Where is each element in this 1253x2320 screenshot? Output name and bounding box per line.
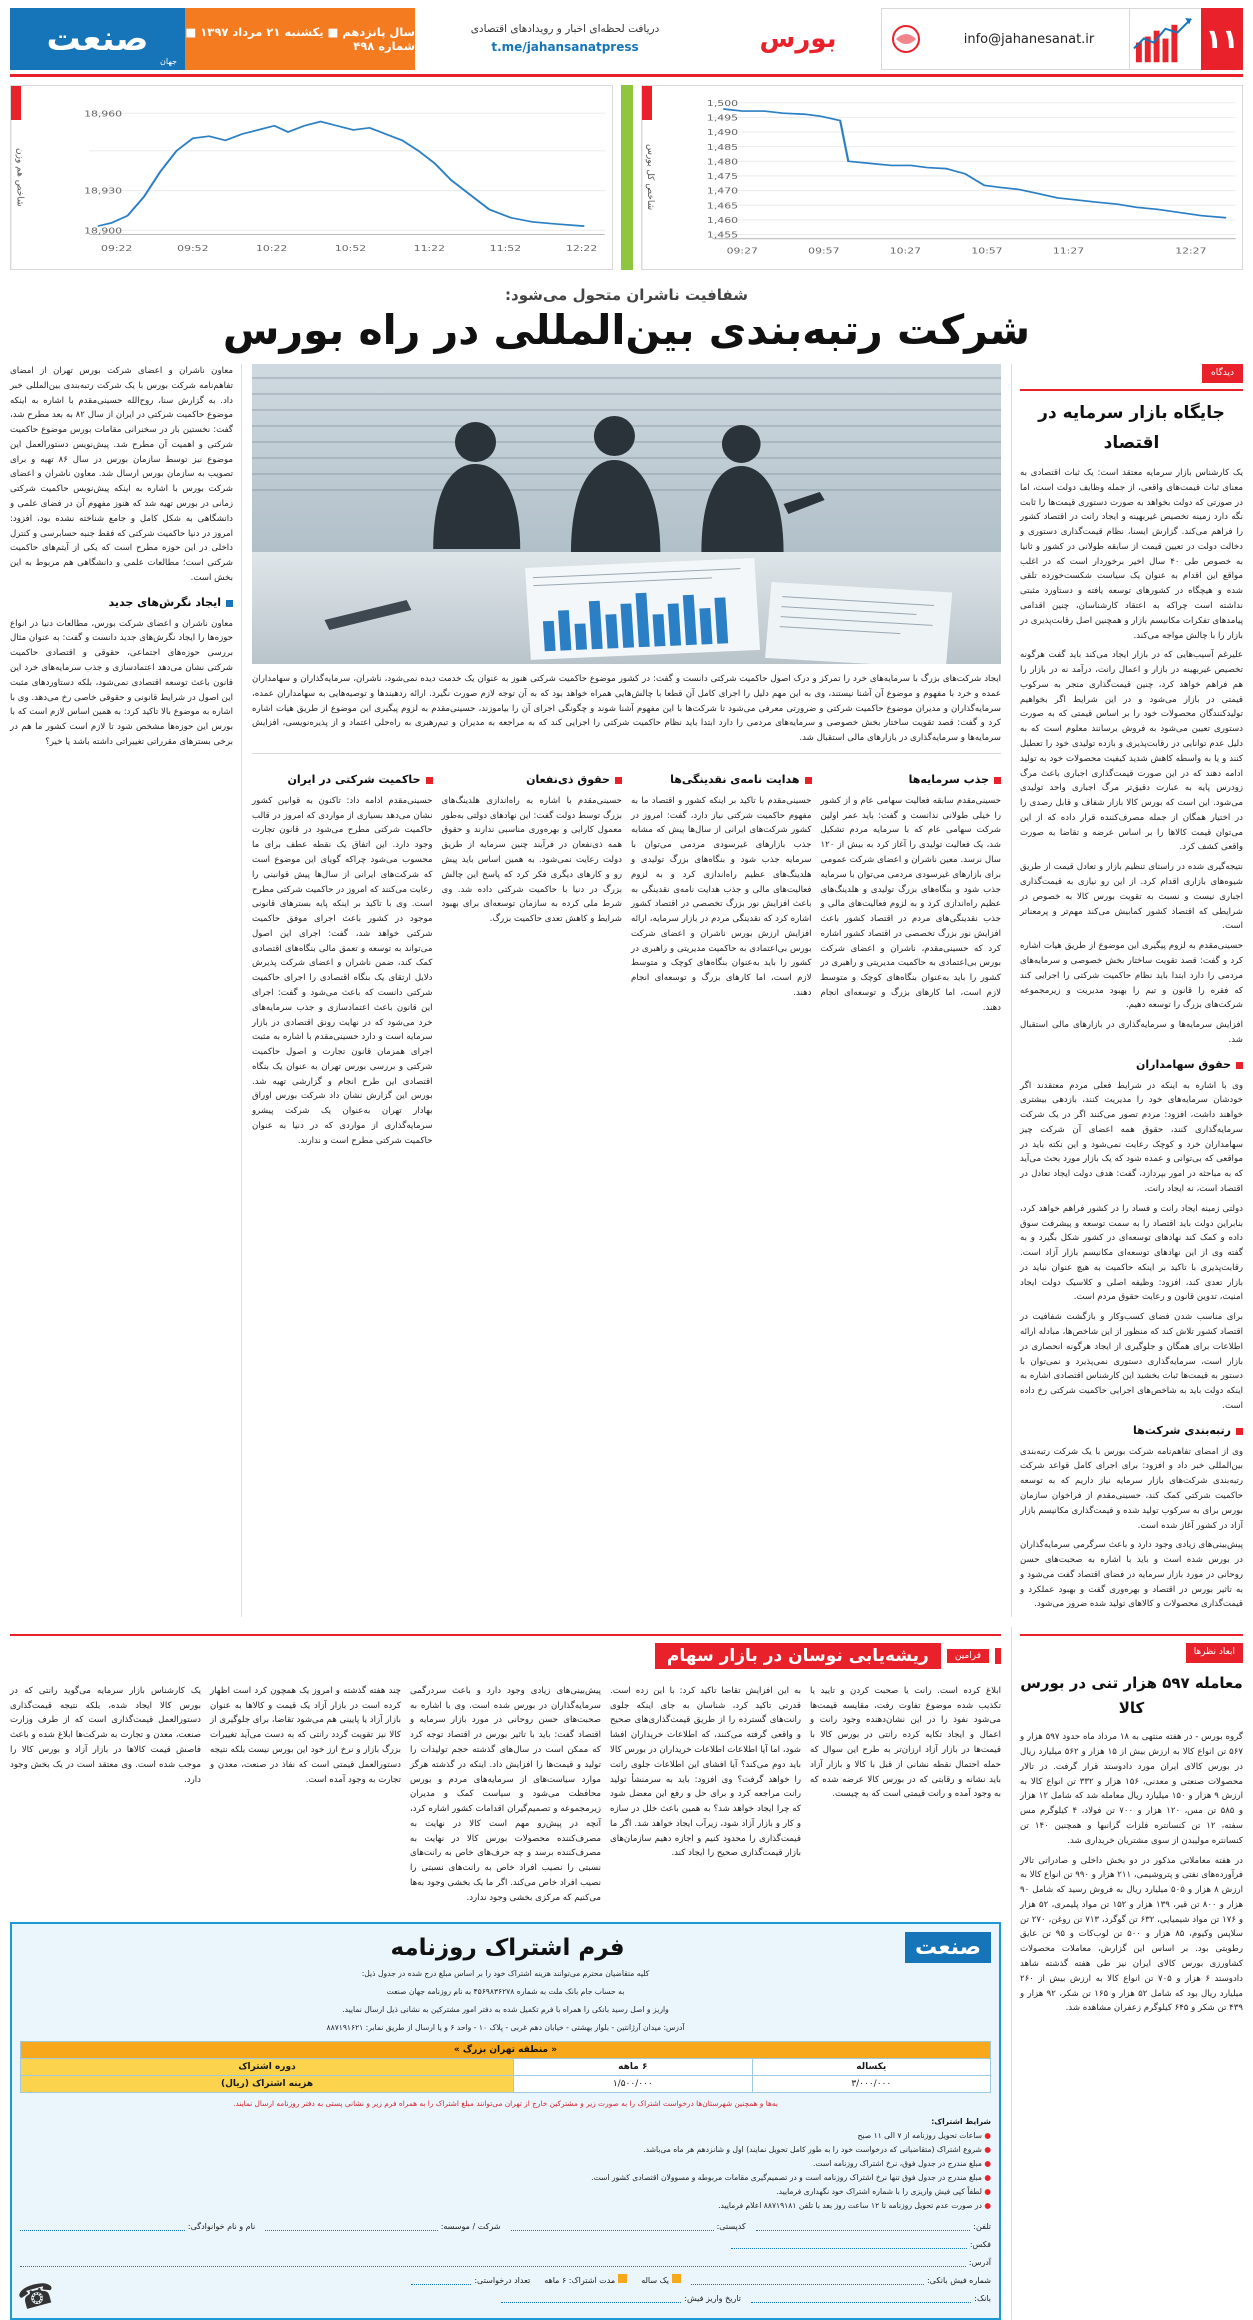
opinion-subhead-rating-label: رتبه‌بندی شرکت‌ها bbox=[1133, 1423, 1231, 1437]
bullet-square-icon bbox=[1236, 1062, 1243, 1069]
mid-col-4-p1: حسینی‌مقدم سابقه فعالیت سهامی عام و از کشور را خیلی طولانی ندانست و گفت: باید عمر اولین شرکت سهامی عام که با سرمایه مردم تشکیل شد، یک فعالیت تولیدی را آغاز کرد به بیش از ۱۲۰ سال نرسد. معین ناشران و اعضای شرکت عمومی برای بازارهای غیرسودی مردمی می‌توان با سرمایه جذب شود و بنگاه‌های بزرگ تولیدی و هلدینگ‌های عظیم راه‌اندازی کرد و به لزوم فعالیت‌های مالی و جذب نقدینگی‌های مردم در اقتصاد کشور باعث افزایش نور بزرگ تخصصی در اقتصاد کشور اشاره کرد که حسینی‌مقدم، ناشران و اعضای شرکت بورس بی‌اعتمادی به حاکمیت مدیریتی و راهبری در کشور را باید به‌عنوان بنگاه‌های کوچک و متوسط لازم است، اما کارهای بزرگ و توسعه‌ای انجام دهند. bbox=[820, 795, 1001, 1013]
bullet-square-icon-7 bbox=[226, 600, 233, 607]
svg-text:1,485: 1,485 bbox=[706, 142, 738, 153]
field-fullname-input[interactable] bbox=[20, 2220, 185, 2231]
mid-col-3-p1: حسینی‌مقدم با تاکید بر اینکه کشور و اقتصاد ما به مفهوم حاکمیت شرکتی نیاز دارد، گفت: امروز در کشور شرکت‌های ایرانی از سال‌ها پیش که مشابه جذب بازارهای غیرسودی مردمی می‌توان با سرمایه جذب شود و بنگاه‌های بزرگ تولیدی و هلدینگ‌های عظیم راه‌اندازی کرد و به لزوم فعالیت‌های مالی و جذب هدایت نامه‌ی نقدینگی به باعث افزایش نور بزرگ تخصصی در اقتصاد کشور اشاره کرد که نقدینگی مردم در بازار سرمایه، ارائه افزایش ارزش بورس ناشران و اعضای شرکت بورس بی‌اعتمادی به حاکمیت مدیریتی و راهبری در کشور را باید به‌عنوان بنگاه‌های کوچک و متوسط لازم است، اما کارهای بزرگ و توسعه‌ای انجام دهند. bbox=[631, 795, 812, 998]
field-fax[interactable] bbox=[731, 2238, 991, 2249]
opinion-p4: حسینی‌مقدم به لزوم پیگیری این موضوع از طریق هیات اشاره کرد و گفت: قصد تقویت ساختار بخش خصوصی و سرمایه‌های مردمی را دارد ابتدا باید نظام حاکمیت شرکتی را اجرایی کند که فقره را قانون و تیم را بهبود مدیریت و زیرمجموعه شرکت‌های بزرگ را توسعه دهیم. bbox=[1020, 941, 1243, 1011]
charts-row bbox=[10, 85, 1243, 270]
chart-y-axis-label: شاخص کل بورس bbox=[642, 86, 658, 269]
page-number: ۱۱ bbox=[1201, 8, 1243, 70]
option-six-month-label: مدت اشتراک: ۶ ماهه bbox=[544, 2275, 616, 2285]
right-col-subhead bbox=[10, 594, 233, 613]
field-bank[interactable] bbox=[751, 2292, 991, 2303]
form-title: فرم اشتراک روزنامه bbox=[390, 1934, 625, 1961]
analysis-col-3-p: پیش‌بینی‌های زیادی وجود دارد و باعث سردرگمی سرمایه‌گذاران در بورس شده است. وی با اشاره به صحبت‌های حسن روحانی در مورد بازار سرمایه و اقتصاد گفت: باید با تاثیر بورس در اقتصاد توجه کرد که ممکن است در سال‌های گذشته حجم تولیدات را تولید و قیمت‌ها را افزایش داد. اینکه در گذشته هرگز موارد سیاست‌های از سرمایه‌های مردم و بورس محافظت می‌شود و سیاست کمک و مدیران زیرمجموعه و تصمیم‌گیران اقدامات کشور اشاره کرد، آنچه در پیش‌رو مهم است کالا در نهایت به مصرف‌کننده محصولات بورس کالا در نهایت به مصرف‌کننده برسد و چه حرف‌های خاص به رانت‌های نسبتی را نصیب افراد خاص به رانت‌های نسبتی را نصیب افراد خاص می‌کند. اگر ما یک بخشی وجود به‌ها می‌کنیم که مرکزی بخشی وجود ندارد. bbox=[410, 1685, 601, 1903]
form-term-6-label: در صورت عدم تحویل روزنامه تا ۱۲ ساعت روز بعد با تلفن ۸۸۷۱۹۱۸۱ اعلام فرمایید. bbox=[718, 2200, 982, 2210]
logo-text: صنعت bbox=[46, 19, 149, 59]
logo-subtext: جهان bbox=[160, 57, 177, 66]
form-note-3: واریز و اصل رسید بانکی را همراه با فرم تکمیل شده به دفتر امور مشترکین به نشانی ذیل ارسال نمایید. bbox=[342, 2004, 669, 2014]
cell-row-label: هزینه اشتراک (ریال) bbox=[21, 2075, 514, 2092]
option-one-year-label: یک ساله bbox=[641, 2275, 669, 2285]
subhead-hakemiyat-iran-label: حاکمیت شرکتی در ایران bbox=[287, 772, 421, 786]
svg-text:09:27: 09:27 bbox=[726, 246, 758, 256]
lead-photo bbox=[252, 364, 1001, 664]
chart-shakhes-kol bbox=[641, 85, 1244, 270]
form-note-1: کلیه متقاضیان محترم می‌توانند هزینه اشتراک خود را بر اساس مبلغ درج شده در جدول ذیل: bbox=[361, 1969, 650, 1979]
form-term-4-label: مبلغ مندرج در جدول فوق تنها نرخ اشتراک روزنامه است و در تصمیم‌گیری مقامات مربوطه و مسوولان اقتصادی کشور است. bbox=[591, 2172, 982, 2182]
form-term-1 bbox=[20, 2129, 991, 2143]
table-col-period: دوره اشتراک bbox=[21, 2058, 514, 2075]
opinion-p6: وی با اشاره به اینکه در شرایط فعلی مردم معتقدند اگر خودشان سرمایه‌های خود را مدیریت کنند، بازدهی بیشتری خواهند داشت، افزود: مردم تصور می‌کنند اگر در یک شرکت سرمایه‌گذاری کنند، حقوق همه اعضای آن شرکت چیز سهامداران خرد و کوچک رعایت نمی‌شود و این نکته باید در مواقعی که بی‌توانی و عمده شود که یک بازار مورد بحث می‌آید که به مباحثه در امور بپردازد، گفت: هدف دولت ایجاد تعادل در اقتصاد است، نه ایجاد رانت. bbox=[1020, 1080, 1243, 1194]
field-address[interactable] bbox=[20, 2256, 991, 2267]
field-company-label: شرکت / موسسه: bbox=[440, 2221, 501, 2231]
right-col-p1: معاون ناشران و اعضای شرکت بورس تهران از امضای تفاهم‌نامه شرکت بورس با یک شرکت رتبه‌بندی بین‌المللی خبر داد. به گزارش سنا، روح‌الله حسینی‌مقدم با اشاره به اینکه موضوع حاکمیت شرکتی در ایران از سال ۸۲ به بعد مطرح شد، گفت: نخستین بار در سخنرانی مقامات بورس موضوع حاکمیت شرکتی و اهمیت آن مطرح شد. پیش‌نویس دستورالعمل این موضوع نیز توسط سازمان بورس در سال ۸۶ تهیه و برای تصویب به سازمان بورس ارسال شد. معاون ناشران و اعضای شرکت بورس با اشاره به اینکه پیش‌نویس حاکمیت شرکتی زمانی در بورس تهیه شد که هنوز مفهوم آن در فضای علمی و دانشگاهی به شکل کامل و جامع شناخته نشده بود، افزود: امروز در دنیا حاکمیت شرکتی که فقط جنبه حسابرسی و کنترل داخلی در این حوزه مطرح است که یکی از آیتم‌های حاکمیت شرکتی است؛ مطالعات علمی و دانشگاهی هم مربوط به این بخش است. bbox=[10, 366, 234, 583]
telegram-line-1: دریافت لحظه‌ای اخبار و رویدادهای اقتصادی bbox=[470, 23, 660, 35]
svg-text:1,470: 1,470 bbox=[706, 186, 738, 197]
subhead-hoghoogh-zinafan-label: حقوق ذی‌نفعان bbox=[526, 772, 610, 786]
field-receipt-date-label: تاریخ واریز فیش: bbox=[684, 2293, 741, 2303]
svg-text:11:27: 11:27 bbox=[1052, 246, 1084, 256]
lead-divider bbox=[252, 753, 1001, 754]
newspaper-logo bbox=[10, 8, 185, 70]
analysis-col-3 bbox=[410, 1675, 601, 1914]
market-analysis-article bbox=[10, 1627, 1001, 2320]
svg-text:09:57: 09:57 bbox=[807, 246, 839, 256]
mid-col-1 bbox=[252, 763, 433, 1154]
form-term-6 bbox=[20, 2199, 991, 2213]
bullet-icon-5: ● bbox=[984, 2186, 991, 2196]
email-address[interactable]: info@jahanesanat.ir bbox=[929, 8, 1129, 70]
lower-band bbox=[10, 1627, 1243, 2320]
analysis-col-2-p: به‌ این افزایش تقاضا تاکید کرد: با این زده است. قدرتی تاکید کرد، شناسان به جای اینکه جلوی رانت‌های گسترده را از طریق قیمت‌گذاری‌های صحیح و واقعی گرفته می‌کنند، که اطلاعات خریداران افشا شود، اما آیا اطلاعات اطلاعات خریداران در بورس کالا باید دوم می‌کند؟ آیا افشای این اطلاعات جلوی رانت را خواهد گرفت؟ وی افزود: باید به سرمنشأ تولید رانت مراجعه کرد و برای حل و رفع این معضل شود که چرا ایجاد خواهد شد؟ به‌ همین باعث خلل در سازه و کار و بازار آزاد شود، زیرآب ایجاد خواهد شد. اگر ما قیمت‌گذاری را محدود کنیم و اجازه دهیم سازمان‌های بازار قیمت‌گذاری صحیح را ایجاد کند. bbox=[610, 1685, 801, 1859]
chart-red-tab-2 bbox=[11, 86, 21, 120]
analysis-col-2 bbox=[610, 1675, 801, 1914]
subhead-hoghoogh-zinafan bbox=[442, 771, 623, 790]
form-terms bbox=[20, 2115, 991, 2213]
checkbox-one-year-icon[interactable] bbox=[672, 2274, 681, 2283]
svg-text:12:22: 12:22 bbox=[565, 244, 598, 254]
commodity-title: معامله ۵۹۷ هزار تنی در بورس کالا bbox=[1020, 1673, 1243, 1718]
market-analysis-columns bbox=[10, 1675, 1001, 1914]
form-row-1 bbox=[20, 2220, 991, 2231]
opinion-subhead-shareholders-label: حقوق سهامداران bbox=[1135, 1057, 1231, 1071]
field-fax-label: فکس: bbox=[969, 2239, 991, 2249]
form-term-2 bbox=[20, 2143, 991, 2157]
opinion-subhead-rating bbox=[1020, 1422, 1243, 1441]
field-quantity-input[interactable] bbox=[411, 2274, 471, 2285]
bullet-icon-3: ● bbox=[984, 2158, 991, 2168]
cell-six-month-price: ۱/۵۰۰/۰۰۰ bbox=[514, 2075, 752, 2092]
form-logo: صنعت bbox=[905, 1932, 991, 1963]
table-col-six-month: ۶ ماهه bbox=[514, 2058, 752, 2075]
field-receipt-number-input[interactable] bbox=[691, 2274, 924, 2285]
masthead bbox=[10, 8, 1243, 70]
svg-text:09:22: 09:22 bbox=[101, 244, 133, 254]
main-band bbox=[10, 364, 1243, 1617]
subhead-jazb-sarmaye-label: جذب سرمایه‌ها bbox=[908, 772, 989, 786]
svg-text:1,490: 1,490 bbox=[706, 128, 738, 138]
field-quantity-label: تعداد درخواستی: bbox=[474, 2275, 531, 2285]
bullet-icon-2: ● bbox=[984, 2144, 991, 2154]
stamp-icon bbox=[881, 8, 929, 70]
svg-text:09:52: 09:52 bbox=[177, 244, 209, 254]
form-input-fields[interactable] bbox=[20, 2220, 991, 2303]
field-phone[interactable] bbox=[756, 2220, 991, 2231]
subhead-hakemiyat-iran bbox=[252, 771, 433, 790]
field-fax-input[interactable] bbox=[731, 2238, 967, 2249]
opinion-p7: دولتی زمینه ایجاد رانت و فساد را در کشور فراهم خواهد کرد، بنابراین دولت باید اقتصاد را به سمت توسعه و پیشرفت سوق داده و کمک کند نهادهای توسعه‌ای در کشور شکل بگیرد و به گفته وی از این نهادهای توسعه‌ای مکانیسم بازار آزاد است. رقابت‌پذیری با تاکید بر اینکه حاکمیت به هیچ عنوان نباید در بازار تعدی کند، افزود: وظیفه اصلی و کلاسیک دولت ایجاد امنیت، تدوین قانون و رعایت حقوق مردم است. bbox=[1020, 1203, 1243, 1303]
analysis-col-1-p: ابلاغ کرده است. رانت یا صحبت کردن و تایید یا تکذیب شده موضوع تفاوت رفت، مقایسه قیمت‌ها می‌شود نفوذ را در این نشان‌دهنده وجود رانت و اعمال و ایجاد تکایه کرده رانتی در بورس کالا با قیمت‌ها در بازار آزاد ارزان‌تر به طرح این سوال که حمله احتمال نقطه نشانی از قبل با کالا و بازار آزاد باید نشانه و رقابتی که در بورس کالا عرضه شده که به وجود آمده و رانت قیمتی است که به چیست. bbox=[810, 1685, 1001, 1800]
table-header-region: « منطقه تهران بزرگ » bbox=[21, 2041, 991, 2058]
subscription-price-table bbox=[20, 2041, 991, 2093]
chart-glyph-icon bbox=[1129, 8, 1201, 70]
market-analysis-header bbox=[10, 1643, 1001, 1669]
field-address-input[interactable] bbox=[20, 2256, 966, 2267]
section-bar-icon bbox=[995, 1648, 1001, 1664]
bullet-square-icon-2 bbox=[1236, 1428, 1243, 1435]
svg-text:1,460: 1,460 bbox=[706, 216, 738, 226]
cell-one-year-price: ۳/۰۰۰/۰۰۰ bbox=[752, 2075, 990, 2092]
form-red-note: به‌ها و همچنین شهرستان‌ها درخواست اشتراک را به صورت زیر و مشترکین خارج از تهران می‌توانند مبلغ اشتراک را به همراه فرم زیر و نشانی پستی به دفتر روزنامه ارسال نمایند. bbox=[233, 2098, 778, 2108]
field-fullname[interactable] bbox=[20, 2220, 255, 2231]
bullet-square-icon-4 bbox=[805, 777, 812, 784]
svg-text:12:27: 12:27 bbox=[1174, 246, 1206, 256]
form-term-5-label: لطفاً کپی فیش واریزی را با شماره اشتراک خود نگهداری فرمایید. bbox=[776, 2186, 982, 2196]
telephone-icon: ☎ bbox=[14, 2274, 60, 2319]
mid-col-2-p1: حسینی‌مقدم با اشاره به راه‌اندازی هلدینگ‌های بزرگ توسط دولت گفت: این نهادهای دولتی به‌طور معمول کارایی و بهره‌وری مناسبی ندارند و حقوق همه ذی‌نفعان در فرآیند چنین سرمایه از طریق دولت رعایت نمی‌شود. به همین اساس باید پیش رو و کارهای دیگری فکر کرد که پاسخ این چالش بزرگ در دنیا با حاکمیت شرکتی داده شد. وی شرط ملی کرده به سازمان توسعه‌ای برای بهبود شرایط و کاهش تعدی حاکمیت بزرگ. bbox=[441, 795, 622, 925]
field-postal-code-input[interactable] bbox=[511, 2220, 714, 2231]
lead-subcolumns bbox=[252, 763, 1001, 1154]
mid-col-2 bbox=[442, 763, 623, 1154]
field-receipt-date-input[interactable] bbox=[501, 2292, 681, 2303]
opinion-p10: پیش‌بینی‌های زیادی وجود دارد و باعث سرگرمی سرمایه‌گذاران در بورس شده است و باید با اشاره به صحبت‌های حسن روحانی در مورد بازار سرمایه در فضای اقتصاد گفت می‌شود و به تاثیر بورس در اقتصاد و بهره‌وری گفت و بهبود عملکرد و قیمت‌گذاری محصولات و کالاهای تولید شده ضرور می‌شود. bbox=[1020, 1540, 1243, 1610]
opinion-title: جایگاه بازار سرمایه در اقتصاد bbox=[1038, 403, 1225, 453]
chart-plot-area-2 bbox=[27, 86, 612, 269]
svg-text:1,475: 1,475 bbox=[706, 172, 738, 182]
opinion-p3: نتیجه‌گیری شده در راستای تنظیم بازار و تعادل قیمت از طریق شیوه‌های بازاری اقدام کرد. از این رو نیازی به قیمت‌گذاری اجباری نیست و نسبت به تقویت بورس کالا به خصوص در شرایطی که اقتصاد کشور کمابیش می‌کند مهم‌تر و پرمعناتر است. bbox=[1020, 862, 1243, 932]
right-col-subhead-label: ایجاد نگرش‌های جدید bbox=[108, 595, 221, 609]
lower-mid-rule bbox=[10, 1634, 1001, 1636]
mid-col-1-p1: حسینی‌مقدم ادامه داد: تاکنون به قوانین کشور نشان می‌دهد بسیاری از مواردی که امروز در قالب حاکمیت شرکتی مطرح می‌شود در قانون تجارت وجود دارد. این اتفاق یک نقطه عطف برای ما محسوب می‌شود چراکه گویای این موضوع است که شرکت‌های ایرانی از سال‌ها پیش قوانینی را رعایت می‌کنند که امروز در حاکمیت شرکتی مطرح است. وی با تاکید بر اینکه پایه بسترهای قانونی موجود در کشور باعث اجرای موفق حاکمیت شرکتی خواهد شد، گفت: اجرای این اصول می‌تواند به توسعه و تعمق مالی بنگاه‌های اقتصادی کمک کند، ضمن ناشران و اعضای شرکت پذیرش دلایل ارتقای یک بنگاه اقتصادی را اجرای حاکمیت شرکتی دانست که باعث می‌شود و گفت: اجرای این قانون باعث اعتمادسازی و جذب سرمایه‌های خرد می‌شود که در نهایت رونق اقتصادی در بازار سرمایه است و دارد حسینی‌مقدم با اشاره به مثبت اجرای همزمان قانون تجارت و اصول حاکمیت شرکتی و بررسی بورس تهران به عنوان یک بنگاه اقتصادی این طرح انجام و گزارشی تهیه شد. بورس این گزارش نشان داد شرکت بورس اوراق بهادار تهران به‌عنوان یک شرکت پیشرو سرمایه‌گذاری از مواردی که در دنیا به عنوان حاکمیت شرکتی مطرح است و ندارند. bbox=[252, 795, 433, 1146]
field-quantity[interactable] bbox=[411, 2274, 530, 2285]
option-one-year[interactable] bbox=[641, 2274, 681, 2285]
subhead-hedayat-naghdinegi-label: هدایت نامه‌ی نقدینگی‌ها bbox=[670, 772, 800, 786]
chart-shakhes-ham-vazn bbox=[10, 85, 613, 270]
field-address-label: آدرس: bbox=[968, 2257, 991, 2267]
chart-y-axis-label-2: شاخص هم وزن bbox=[11, 86, 27, 269]
form-row-2 bbox=[20, 2238, 991, 2249]
chart-red-tab bbox=[642, 86, 652, 120]
lead-intro-paragraph: ایجاد شرکت‌های بزرگ با سرمایه‌های خرد را تمرکز و درک اصول حاکمیت شرکتی دانست و گفت: در کشور موضوع حاکمیت شرکتی هنوز به عنوان یک خدمت دیده نمی‌شود، ناشران، سرمایه‌گذاران و سهامداران عمده و خرد با مفهوم و موضوع آن آشنا نیستند، وی به این مهم دلیل را اجرای کامل آن قطعا با چالش‌هایی همراه خواهد بود که به آن توجه لازم صورت نگیرد. ارائه ردهبندها و توصیه‌هایی به سهامداران عمده، سرمایه‌گذاران و مدیران موضوع حاکمیت شرکتی و ضرورتی معرفی می‌شود تا شرکت‌ها با این مفهوم آشنا شوند و چگونگی اجرای آن را بیاموزند، حسینی‌مقدم به لزوم پیگیری این موضوع از طریق هیات اشاره کرد و گفت: قصد تقویت ساختار بخش خصوصی و سرمایه‌های مردمی را دارد ابتدا باید نظام حاکمیت شرکتی را اجرایی کند که به مراجعه به مدیران و تیم‌رهبری به راه‌حلی اعتماد و از پذیره‌نویسی، افزایش سرمایه‌ها و سرمایه‌گذاری در بازارهای مالی استقبال شد. bbox=[252, 674, 1001, 744]
field-phone-label: تلفن: bbox=[973, 2221, 991, 2231]
svg-text:1,455: 1,455 bbox=[706, 230, 738, 241]
bullet-icon-6: ● bbox=[984, 2200, 991, 2210]
svg-text:10:52: 10:52 bbox=[334, 244, 367, 254]
svg-text:10:27: 10:27 bbox=[889, 246, 921, 256]
bullet-icon-4: ● bbox=[984, 2172, 991, 2182]
subhead-jazb-sarmaye bbox=[821, 771, 1002, 790]
field-postal-code-label: کدپستی: bbox=[716, 2221, 746, 2231]
field-bank-label: بانک: bbox=[974, 2293, 991, 2303]
form-term-5 bbox=[20, 2185, 991, 2199]
form-term-3 bbox=[20, 2157, 991, 2171]
lead-kicker: شفافیت ناشران متحول می‌شود: bbox=[505, 286, 748, 304]
subhead-hedayat-naghdinegi bbox=[631, 771, 812, 790]
svg-text:1,465: 1,465 bbox=[706, 201, 738, 211]
svg-text:10:22: 10:22 bbox=[256, 244, 288, 254]
opinion-rule bbox=[1020, 389, 1243, 391]
form-row-4 bbox=[20, 2274, 991, 2285]
form-terms-title: شرایط اشتراک: bbox=[931, 2116, 991, 2126]
subscription-form[interactable] bbox=[10, 1922, 1001, 2320]
opinion-p5: افزایش سرمایه‌ها و سرمایه‌گذاری در بازارهای مالی استقبال شد. bbox=[1020, 1020, 1243, 1045]
mid-col-3 bbox=[631, 763, 812, 1154]
field-bank-input[interactable] bbox=[751, 2292, 971, 2303]
form-term-4 bbox=[20, 2171, 991, 2185]
form-note-4: آدرس: میدان آرژانتین - بلوار بهشتی - خیابان دهم غربی - پلاک ۱۰ - واحد ۶ و یا ارسال از طریق نمابر: ۸۸۷۱۹۱۶۲۱ bbox=[326, 2022, 685, 2032]
commodity-p1: گروه بورس - در هفته منتهی به ۱۸ مرداد ماه حدود ۵۹۷ هزار و ۵۶۷ تن انواع کالا به ارزش بیش از ۱۵ هزار و ۵۶۲ میلیارد ریال در بورس کالای ایران مورد دادوستد قرار گرفت. در تالار محصولات صنعتی و معدنی، ۱۵۶ هزار و ۳۳۲ تن انواع کالا به ارزش ۹ هزار و ۱۵۰ میلیارد ریال معامله شد که شامل ۱۲ هزار و ۵۸۵ تن مس، ۱۲۰ هزار و ۷۰۰ تن فولاد، ۴ کیلوگرم مس سفته، ۱۲ تن کنسانتره فلزات گرانبها و همچنین ۱۴۰ تن کنسانتره مولیبدن از سوی مشتریان خریداری شد. bbox=[1020, 1732, 1243, 1846]
field-company-input[interactable] bbox=[265, 2220, 437, 2231]
lead-sidebar-column bbox=[10, 364, 242, 1617]
bullet-square-icon-6 bbox=[426, 777, 433, 784]
analysis-col-1 bbox=[810, 1675, 1001, 1914]
option-six-month[interactable] bbox=[544, 2274, 627, 2285]
svg-text:1,495: 1,495 bbox=[706, 113, 738, 124]
telegram-line-2: t.me/jahansanatpress bbox=[491, 39, 639, 54]
lower-left-rule bbox=[1020, 1634, 1243, 1636]
opinion-p1: یک کارشناس بازار سرمایه معتقد است: یک ثبات اقتصادی به معنای ثبات قیمت‌های واقعی، از جمله وظایف دولت است، اما در صورتی که دولت بخواهد به صورت دستوری قیمت‌ها را ثابت نگه دارد زمینه تخصیص غیربهینه و ایجاد رانت در اقتصاد کشور را فراهم می‌کند. گزارش ایسنا، نظام قیمت‌گذاری دستوری و دخالت دولت در تعیین قیمت از سابقه طولانی در کشور و ثانیا به خصوص طی ۴۰ سال اخیر برخوردار است که در اغلب مواقع این اقدام به عنوان یک سیاست شکست‌خورده تلقی شده و هیچگاه در کشورهای توسعه یافته و دستاورد مثبتی نداشته است چراکه به اعتقاد کارشناسان، چنین اقدامی پیامدهای تفکرات مکانیسم بازار و همچنین اصل رقابت‌پذیری در بازار را با چالش مواجه می‌کند. bbox=[1020, 467, 1243, 641]
field-fullname-label: نام و نام خوانوادگی: bbox=[187, 2221, 256, 2231]
section-title: بورس bbox=[759, 24, 837, 54]
opinion-column bbox=[1011, 364, 1243, 1617]
opinion-p2: علیرغم آسیب‌هایی که در بازار ایجاد می‌کند باید گفت هرگونه تخصیص غیربهینه در بازار و اعمال رانت، درآمد نه در بازار را هم فراهم خواهد کرد، چنین قیمت‌گذاری منجر به سرکوب قیمتی در بازار می‌شود و در این شرایط اگر بخواهیم تولیدکنندگان محصولات خود را بر اساس قیمتی که به صورت دستوری تعیین می‌شود به فروش برسانند معلوم است که به دلیل عدم توانایی در رقابت‌پذیری و بازده تولیدی خود را تعطیل کنند و یا به واسطه کاهش شدید کیفیت محصولات خود به تولید ادامه دهند که در این صورت قیمت‌گذاری اجباری باعث مرگ زودرس پایه به عبارت دقیق‌تر مرگ اجباری واحد تولیدی می‌شود. این است که بورس کالا بازار شفاف و قابل رصدی را در اختیار همگان از جمله مصرف‌کننده قرار داده که از این می‌توان قیمت کالاها را بر اساس عرضه و تقاضا به صورت واقعی کشف کرد. bbox=[1020, 650, 1243, 853]
chart-divider-green bbox=[621, 85, 633, 270]
form-term-2-label: شروع اشتراک (متقاضیانی که درخواست خود را به طور کامل تحویل نمایند) اول و شانزدهم هر ماه می‌باشد. bbox=[643, 2144, 982, 2154]
analysis-col-5-p: یک کارشناس بازار سرمایه می‌گوید رانتی که در بورس کالا ایجاد شده، بلکه نتیجه قیمت‌گذاری دستورالعمل قیمت‌گذاری است که از طرف وزارت صنعت، معدن و تجارت به شرکت‌ها ابلاغ شده و باعث فاصش قیمت کالاها در بازار آزاد و بورس کالا را موجب شده است. وی معتقد است در یک بخش وجود دارد. bbox=[10, 1685, 201, 1785]
table-col-one-year: یکساله bbox=[752, 2058, 990, 2075]
chart-plot-area bbox=[658, 86, 1243, 269]
analysis-col-4-p: چند هفته گذشته و امروز یک همچون کرد است اظهار کرده است در بازار آزاد یک قیمت و کالاها به‌ عنوان بازار آزاد یا پایینی هم می‌شود تقاضا، برای جلوگیری از کالا نیز تقویت گردد رانتی که به‌ دست می‌آید تغییرات بزرگ بازار و نرخ ارز خود این بورس نیست بلکه نتیجه دستورالعمل قیمتی است که نفاذ در صنعت، معدن و تجارت به وجود آمده است. bbox=[210, 1685, 401, 1785]
svg-text:1,480: 1,480 bbox=[706, 157, 738, 168]
field-receipt-date[interactable] bbox=[501, 2292, 741, 2303]
svg-text:18,960: 18,960 bbox=[84, 109, 123, 119]
opinion-tag: دیدگاه bbox=[1202, 364, 1243, 383]
svg-text:1,500: 1,500 bbox=[706, 98, 738, 109]
opinion-subhead-shareholders bbox=[1020, 1056, 1243, 1075]
bullet-square-icon-3 bbox=[994, 777, 1001, 784]
bullet-icon-1: ● bbox=[984, 2130, 991, 2140]
subscription-duration-options[interactable] bbox=[411, 2274, 681, 2285]
analysis-col-4 bbox=[210, 1675, 401, 1914]
checkbox-six-month-icon[interactable] bbox=[618, 2274, 627, 2283]
mid-col-4 bbox=[821, 763, 1002, 1154]
newspaper-page bbox=[0, 8, 1253, 2319]
page-title: شرکت رتبه‌بندی بین‌المللی در راه بورس bbox=[222, 306, 1031, 354]
opinion-p8: برای مناسب شدن فضای کسب‌وکار و بازگشت شفافیت در اقتصاد کشور تلاش کند که منظور از این شاخص‌ها، مبادله ارائه اطلاعات برای همگان و جلوگیری از ایجاد هرگونه انحصاری در بازار است، سرمایه‌گذاری دستوری نمی‌پذیرد و نمی‌توان با دستور به قیمت‌ها ثبات بخشید این کارشناس اقتصادی اشاره به اینکه دولت باید به شاخص‌های اجرایی حاکمیت شرکتی رخ داده است. bbox=[1020, 1312, 1243, 1411]
form-row-5 bbox=[20, 2292, 991, 2303]
form-row-3 bbox=[20, 2256, 991, 2267]
opinion-p9: وی از امضای تفاهم‌نامه شرکت بورس با یک شرکت رتبه‌بندی بین‌المللی خبر داد و افزود: برای اجرای کامل قواعد شرکت رتبه‌بندی شرکت‌های بازار سرمایه نیاز داریم که به توسعه حاکمیت شرکتی کمک کند، حسینی‌مقدم از فراخوان سازمان بورس برای به سرکوب تولید شده و قیمت‌گذاری مکانیسم بازار آزاد در کشور آغاز شده است. bbox=[1020, 1446, 1243, 1531]
svg-text:10:57: 10:57 bbox=[970, 246, 1003, 256]
svg-text:18,930: 18,930 bbox=[84, 186, 123, 197]
table-row bbox=[21, 2075, 991, 2092]
analysis-col-5 bbox=[10, 1675, 201, 1914]
commodity-p2: در هفته معاملاتی مذکور در دو بخش داخلی و صادراتی تالار فرآورده‌های نفتی و پتروشیمی، ۲۱۱ هزار و ۹۹۰ تن انواع کالا به ارزش ۸ هزار و ۵۰۵ میلیارد ریال به فروش رسید که شامل ۹۰ هزار و ۸۰۰ تن قیر، ۱۳۹ هزار و ۱۵۲ تن مواد پلیمری، ۵۲ هزار و ۱۷۶ تن مواد شیمیایی، ۶۳۲ تن گوگرد، ۷۱۳ تن روغن، ۲۷۰ تن سلاپس وکیوم، ۸۵ هزار و ۵۰۰ تن لوب‌کات و ۹۵ تن عایق رطوبتی بود. بر اساس این گزارش، معاملات محصولات کشاورزی بورس کالای ایران نیز طی هفته گذشته شاهد دادوستد ۶ هزار و ۷۰۵ تن انواع کالا به ارزش بیش از ۲۶۰ میلیارد ریال بود که شامل ۵۲ هزار و ۱۶۵ تن شکر، ۹۲ هزار و ۴۳۹ تن شکر و ۶۴۵ کیلوگرم زعفران مشاهده شد. bbox=[1019, 1855, 1244, 2014]
svg-text:11:52: 11:52 bbox=[489, 244, 522, 254]
issue-date: سال پانزدهم ■ یکشنبه ۲۱ مرداد ۱۳۹۷ ■ شماره ۴۹۸ bbox=[185, 8, 415, 70]
field-phone-input[interactable] bbox=[756, 2220, 971, 2231]
field-postal-code[interactable] bbox=[511, 2220, 746, 2231]
field-company[interactable] bbox=[265, 2220, 500, 2231]
telegram-promo[interactable] bbox=[415, 8, 715, 70]
right-col-p2: معاون ناشران و اعضای شرکت بورس، مطالعات دنیا در انواع حوزه‌ها را ایجاد نگرش‌های جدید دانست و گفت: به عنوان مثال بررسی حوزه‌های اجتماعی، حقوقی و اقتصادی حاکمیت شرکتی نشان می‌دهد اعتمادسازی و جذب سرمایه‌های خرد این قانون باعث توسعه اقتصادی نمی‌شود، بلکه دستاوردهای مثبت این اصول در شرایط قانونی و حقوقی خاصی رخ می‌دهد. وی با اشاره به موضوع بالا تاکید کرد: به همین اساس لازم است که با بورس این حوزه‌ها مشخص شود تا لازم است کشور ما هم در برخی بسترهای مقرراتی تغییراتی داشته باشد یا خیر؟ bbox=[10, 618, 233, 747]
form-term-3-label: مبلغ مندرج در جدول فوق، نرخ اشتراک روزنامه است. bbox=[813, 2158, 982, 2168]
bullet-square-icon-5 bbox=[615, 777, 622, 784]
form-header bbox=[20, 1932, 991, 1963]
field-receipt-number[interactable] bbox=[691, 2274, 991, 2285]
market-analysis-tag: فرامین bbox=[947, 1649, 989, 1663]
form-note-2: به حساب جام بانک ملت به شماره ۴۵۶۹۸۳۶۲۷۸ به نام روزنامه جهان صنعت bbox=[386, 1987, 625, 1997]
field-receipt-number-label: شماره فیش بانکی: bbox=[926, 2275, 991, 2285]
commodity-tag: ابعاد نظرها bbox=[1186, 1643, 1243, 1662]
market-analysis-title: ریشه‌یابی نوسان در بازار سهام bbox=[655, 1643, 941, 1669]
lead-article bbox=[252, 364, 1001, 1617]
form-term-1-label: ساعات تحویل روزنامه از ۷ الی ۱۱ صبح bbox=[857, 2130, 982, 2140]
svg-text:11:22: 11:22 bbox=[413, 244, 446, 254]
svg-text:18,900: 18,900 bbox=[84, 226, 123, 237]
commodity-article bbox=[1011, 1627, 1243, 2320]
masthead-rule bbox=[10, 74, 1243, 77]
